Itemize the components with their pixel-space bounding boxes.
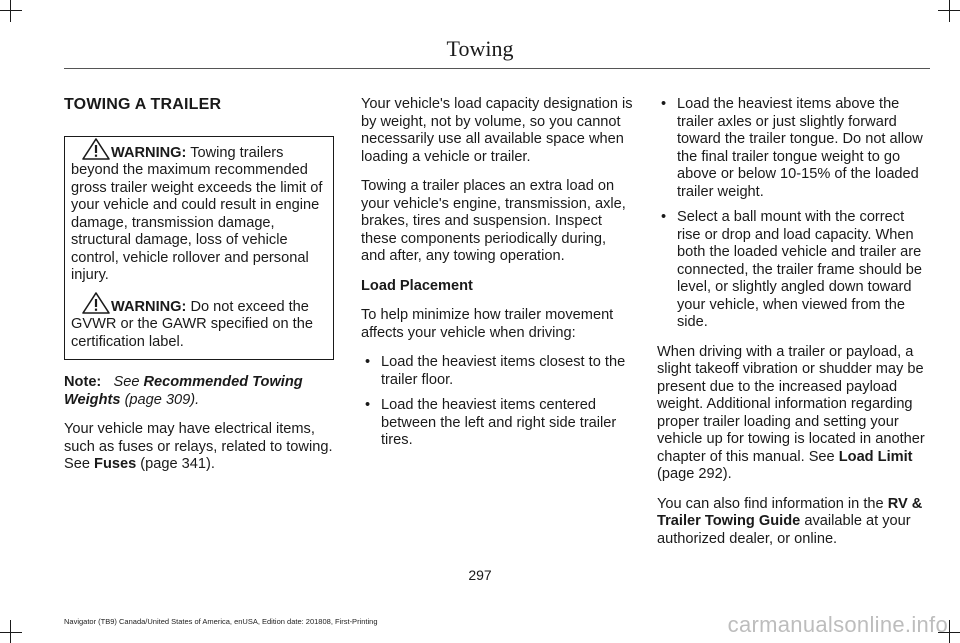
header-rule [64,68,930,69]
towing-guide-link[interactable]: RV & Trailer Towing Guide [657,495,923,529]
warning-text: Do not exceed the GVWR or the GAWR specified on the certification label. [71,298,313,350]
warning-label: WARNING: [111,144,187,161]
warning-label: WARNING: [111,298,187,315]
note-paragraph [64,374,334,409]
page-header-title: Towing [446,36,514,61]
crop-mark [938,10,960,11]
subheading: Load Placement [361,277,473,294]
electrical-paragraph: Your vehicle may have electrical items, such as fuses or relays, related to towing. See Fuses (page 341). [64,421,333,472]
note-link[interactable]: Recommended Towing Weights [64,374,303,408]
watermark: carmanualsonline.info [727,612,948,637]
list-item: • Load the heaviest items closest to the trailer floor. [361,354,633,389]
warning-1 [71,145,327,285]
crop-mark [0,632,22,633]
warning-triangle-icon [81,291,111,315]
warning-2 [71,299,327,352]
paragraph: You can also find information in the RV & Trailer Towing Guide available at your authorized dealer, or online. [657,495,923,547]
note-see: See [113,374,140,390]
paragraph: Your vehicle's load capacity designation is by weight, not by volume, so you cannot necessarily use all available space when loading a vehicle or trailer. [361,96,633,165]
column-left [64,96,334,486]
warning-triangle-icon [81,137,111,161]
crop-mark [949,0,950,22]
paragraph: To help minimize how trailer movement affects your vehicle when driving: [361,307,614,341]
note-label: Note: [64,374,102,390]
column-middle [361,96,633,462]
warning-text: Towing trailers beyond the maximum recommended gross trailer weight exceeds the limit of your vehicle and could result in engine damage, transmission damage, structural damage, loss of vehicle control, vehicle rollover and personal injury. [71,144,323,283]
crop-mark [10,0,11,22]
paragraph: Towing a trailer places an extra load on your vehicle's engine, transmission, axle, brakes, tires and suspension. Inspect these components periodically during, and after, any towing operation. [361,178,626,264]
section-title: TOWING A TRAILER [64,96,222,113]
column-right [657,96,929,560]
paragraph: When driving with a trailer or payload, a slight takeoff vibration or shudder may be present due to the increased payload weight. Additional information regarding proper trailer loading and setting your vehicle up for towing is located in another chapter of this manual. See Load Limit (page 292). [657,343,925,482]
footer-text: Navigator (TB9) Canada/United States of America, enUSA, Edition date: 201808, First-Printing [64,617,378,626]
bullet-list [657,96,929,332]
note-page: (page 309). [124,391,200,408]
load-limit-link[interactable]: Load Limit [838,448,913,465]
list-item: • Load the heaviest items above the trailer axles or just slightly forward toward the trailer tongue. Do not allow the final trailer tongue weight to go above or below 10-15% of the loaded trailer weight. [657,96,929,201]
list-item: • Select a ball mount with the correct rise or drop and load capacity. When both the loaded vehicle and trailer are connected, the trailer frame should be level, or slightly angled down toward your vehicle, when viewed from the side. [657,209,929,332]
crop-mark [0,10,22,11]
list-item: • Load the heaviest items centered between the left and right side trailer tires. [361,397,633,450]
warning-box [64,136,334,361]
fuses-link[interactable]: Fuses [94,456,137,472]
page-number: 297 [468,567,492,583]
bullet-list [361,354,633,450]
